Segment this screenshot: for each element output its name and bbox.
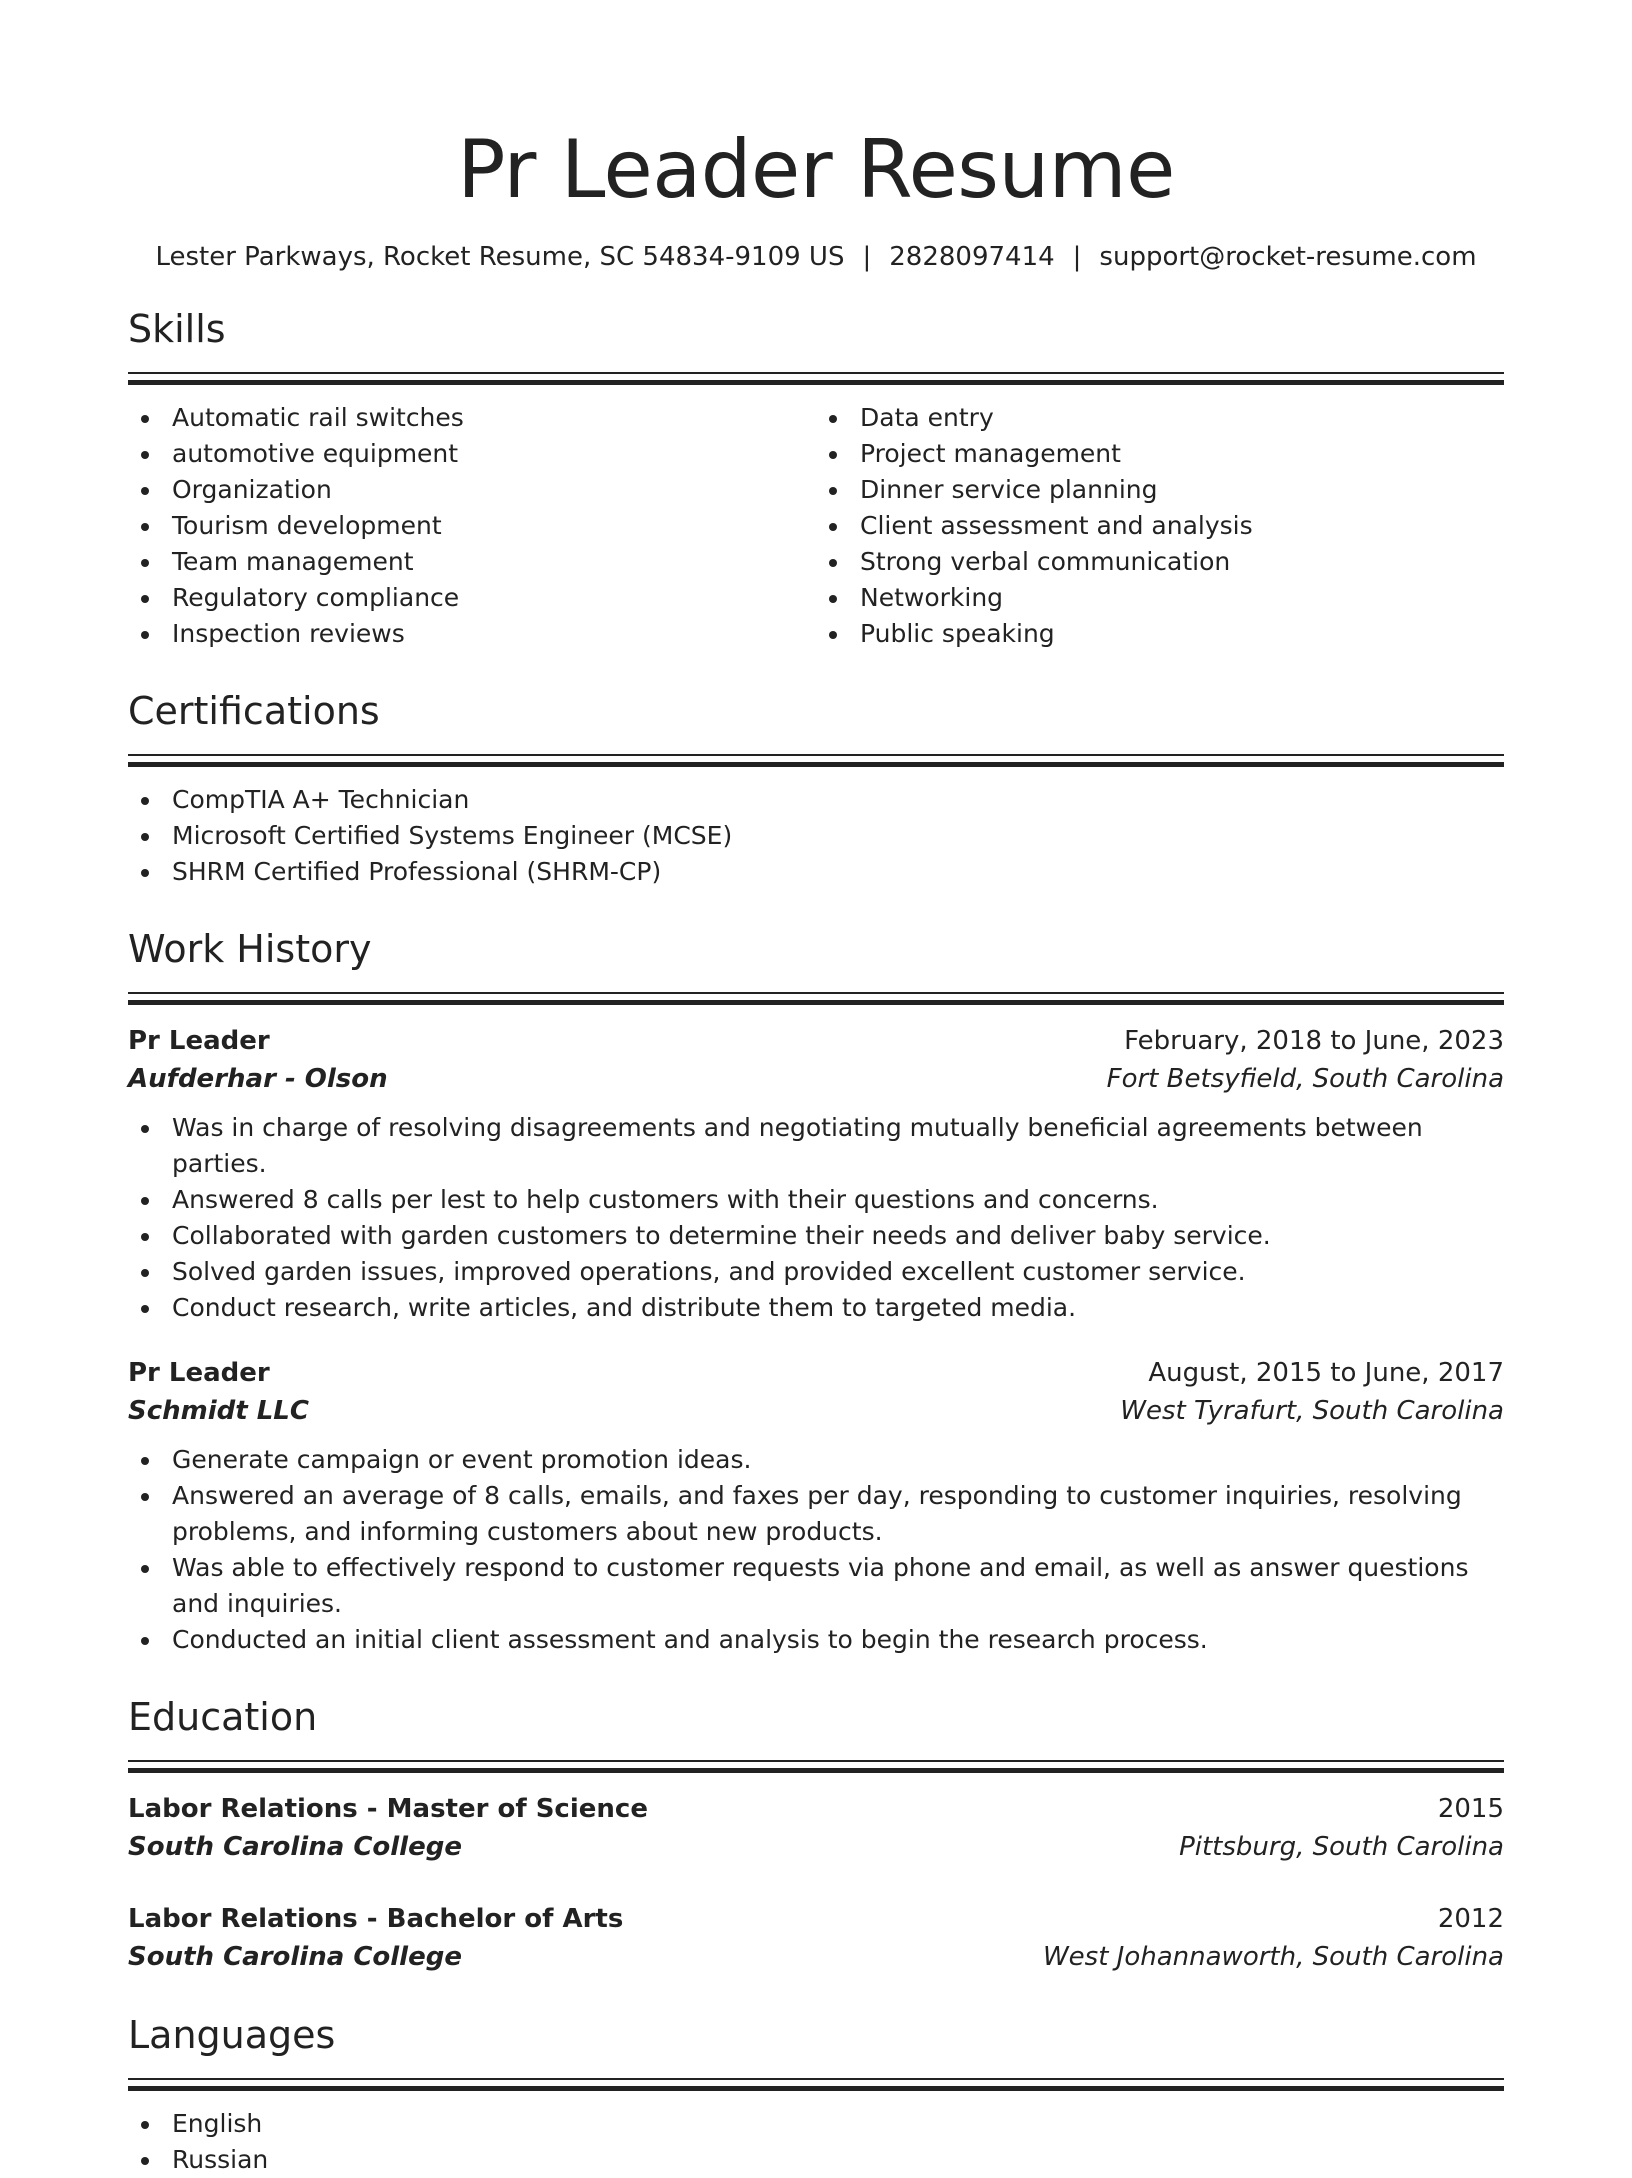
job-location: West Tyrafurt, South Carolina [1120, 1396, 1504, 1426]
list-item: Solved garden issues, improved operations, and provided excellent customer service. [128, 1254, 1504, 1290]
job-location: Fort Betsyfield, South Carolina [1106, 1064, 1504, 1094]
section-divider [128, 754, 1504, 766]
job-bullets [128, 1442, 1504, 1658]
section-divider [128, 372, 1504, 384]
education-school-row [128, 1828, 1504, 1866]
skills-section [128, 304, 1504, 652]
education-header-row [128, 1900, 1504, 1938]
skills-list-right [816, 400, 1504, 652]
section-title-work-history: Work History [128, 927, 372, 971]
job-header-row [128, 1354, 1504, 1392]
section-title-languages: Languages [128, 2013, 336, 2057]
section-divider [128, 992, 1504, 1004]
section-divider [128, 2078, 1504, 2090]
job-title: Pr Leader [128, 1026, 270, 1056]
job-dates: August, 2015 to June, 2017 [1148, 1358, 1504, 1388]
education-school: South Carolina College [128, 1942, 462, 1972]
list-item: Dinner service planning [816, 472, 1504, 508]
job-header-row [128, 1022, 1504, 1060]
work-history-section [128, 924, 1504, 1658]
section-divider [128, 1760, 1504, 1772]
list-item: Russian [128, 2142, 1504, 2178]
education-school-row [128, 1938, 1504, 1976]
job-bullets [128, 1110, 1504, 1326]
list-item: Answered an average of 8 calls, emails, and faxes per day, responding to customer inquiries, resolving problems, and informing customers about new products. [128, 1478, 1504, 1550]
list-item: English [128, 2106, 1504, 2142]
section-title-certifications: Certifications [128, 689, 380, 733]
list-item: Client assessment and analysis [816, 508, 1504, 544]
list-item: Team management [128, 544, 816, 580]
list-item: Regulatory compliance [128, 580, 816, 616]
list-item: Was in charge of resolving disagreements and negotiating mutually beneficial agreements between parties. [128, 1110, 1504, 1182]
list-item: Conducted an initial client assessment and analysis to begin the research process. [128, 1622, 1504, 1658]
list-item: Strong verbal communication [816, 544, 1504, 580]
education-header-row [128, 1790, 1504, 1828]
list-item: Answered 8 calls per lest to help customers with their questions and concerns. [128, 1182, 1504, 1218]
education-entry [128, 1900, 1504, 1976]
education-section [128, 1692, 1504, 1976]
education-school: South Carolina College [128, 1832, 462, 1862]
list-item: Inspection reviews [128, 616, 816, 652]
job-company-row [128, 1392, 1504, 1430]
list-item: Organization [128, 472, 816, 508]
contact-separator: | [862, 242, 872, 272]
section-title-education: Education [128, 1695, 318, 1739]
list-item: CompTIA A+ Technician [128, 782, 1504, 818]
list-item: Collaborated with garden customers to determine their needs and deliver baby service. [128, 1218, 1504, 1254]
resume-title: Pr Leader Resume [457, 123, 1175, 216]
job-dates: February, 2018 to June, 2023 [1124, 1026, 1504, 1056]
certifications-section [128, 686, 1504, 890]
list-item: Networking [816, 580, 1504, 616]
education-degree: Labor Relations - Bachelor of Arts [128, 1904, 624, 1934]
job-company: Schmidt LLC [128, 1396, 309, 1426]
list-item: Microsoft Certified Systems Engineer (MCSE) [128, 818, 1504, 854]
list-item: Project management [816, 436, 1504, 472]
job-company: Aufderhar - Olson [128, 1064, 388, 1094]
certifications-list [128, 782, 1504, 890]
education-location: West Johannaworth, South Carolina [1042, 1942, 1504, 1972]
list-item: SHRM Certified Professional (SHRM-CP) [128, 854, 1504, 890]
languages-list [128, 2106, 1504, 2178]
education-location: Pittsburg, South Carolina [1179, 1832, 1504, 1862]
skills-columns [128, 384, 1504, 652]
contact-address: Lester Parkways, Rocket Resume, SC 54834-9109 US [155, 242, 845, 272]
education-degree: Labor Relations - Master of Science [128, 1794, 648, 1824]
languages-section [128, 2010, 1504, 2178]
contact-phone: 2828097414 [889, 242, 1055, 272]
list-item: Was able to effectively respond to customer requests via phone and email, as well as answer questions and inquiries. [128, 1550, 1504, 1622]
list-item: Data entry [816, 400, 1504, 436]
education-year: 2012 [1437, 1904, 1504, 1934]
contact-separator: | [1072, 242, 1082, 272]
job-entry [128, 1354, 1504, 1658]
section-title-skills: Skills [128, 307, 226, 351]
list-item: automotive equipment [128, 436, 816, 472]
skills-list-left [128, 400, 816, 652]
list-item: Generate campaign or event promotion ideas. [128, 1442, 1504, 1478]
job-title: Pr Leader [128, 1358, 270, 1388]
list-item: Public speaking [816, 616, 1504, 652]
list-item: Conduct research, write articles, and distribute them to targeted media. [128, 1290, 1504, 1326]
list-item: Tourism development [128, 508, 816, 544]
contact-line [128, 240, 1504, 274]
list-item: Automatic rail switches [128, 400, 816, 436]
education-year: 2015 [1437, 1794, 1504, 1824]
contact-email: support@rocket-resume.com [1099, 242, 1477, 272]
education-entry [128, 1790, 1504, 1866]
job-entry [128, 1022, 1504, 1326]
job-company-row [128, 1060, 1504, 1098]
